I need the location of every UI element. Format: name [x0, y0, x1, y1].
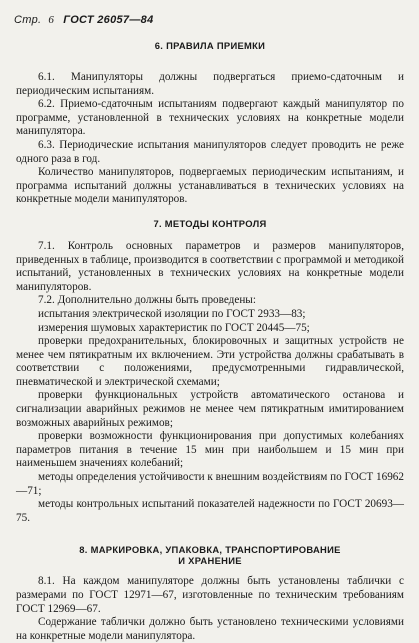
paragraph-6-note: Количество манипуляторов, подвергаемых периодическим испытаниям, и программа испытаний должны устанавливаться в технических условиях на конкретные модели манипуляторов.	[16, 166, 404, 206]
list-item-safety-devices: проверки предохранительных, блокировочных и защитных устройств не менее чем пятикратным их включением. Эти устройства должны срабатывать в соответствии с положениями, предусмотренными гидравлической, пневматической и электрической схемами;	[16, 335, 404, 388]
paragraph-6-2: 6.2. Приемо-сдаточным испытаниям подвергают каждый манипулятор по программе, установленной в технических условиях на конкретные модели манипулятора.	[16, 98, 404, 138]
paragraph-6-1: 6.1. Манипуляторы должны подвергаться приемо-сдаточным и периодическим испытаниям.	[16, 71, 404, 97]
list-item-power-fluctuation: проверки возможности функционирования при допустимых колебаниях параметров питания в течение 15 мин при наибольшем и 15 мин при наименьшем значениях колебаний;	[16, 430, 404, 470]
page-number: 6	[48, 14, 55, 26]
section-7-title: 7. МЕТОДЫ КОНТРОЛЯ	[153, 217, 267, 229]
paragraph-7-1: 7.1. Контроль основных параметров и размеров манипуляторов, приведенных в таблице, производится в соответствии с программой и методикой испытаний, установленных в технических условиях на конкретные модели манипуляторов.	[16, 239, 404, 293]
paragraph-7-2: 7.2. Дополнительно должны быть проведены:	[38, 294, 256, 307]
section-8-title-line1: 8. МАРКИРОВКА, УПАКОВКА, ТРАНСПОРТИРОВАНИЕ	[79, 544, 341, 556]
paragraph-8-note: Содержание таблички должно быть установлено техническими условиями на конкретные модели манипулятора.	[16, 616, 404, 642]
paragraph-6-3: 6.3. Периодические испытания манипуляторов следует проводить не реже одного раза в год.	[16, 138, 404, 165]
list-item-auto-stop: проверки функциональных устройств автоматического останова и сигнализации аварийных режимов не менее чем пятикратным имитированием возможных аварийных режимов;	[16, 389, 404, 429]
section-6-title: 6. ПРАВИЛА ПРИЕМКИ	[154, 40, 266, 51]
paragraph-8-1: 8.1. На каждом манипуляторе должны быть установлены таблички с размерами по ГОСТ 12971—67, изготовленные по техническим требованиям ГОСТ 12969—67.	[16, 575, 404, 615]
document-body	[16, 36, 404, 643]
list-item-reliability: методы контрольных испытаний показателей надежности по ГОСТ 20693—75.	[16, 498, 404, 524]
list-item-noise: измерения шумовых характеристик по ГОСТ 20445—75;	[38, 321, 310, 334]
page-header	[14, 14, 153, 26]
page-label: Стр.	[14, 14, 42, 26]
list-item-resistance: методы определения устойчивости к внешним воздействиям по ГОСТ 16962—71;	[16, 471, 404, 497]
section-8-title	[16, 544, 404, 566]
list-item-insulation: испытания электрической изоляции по ГОСТ 2933—83;	[38, 307, 306, 320]
section-8-title-line2: И ХРАНЕНИЕ	[178, 555, 242, 567]
standard-id: ГОСТ 26057—84	[63, 14, 154, 26]
